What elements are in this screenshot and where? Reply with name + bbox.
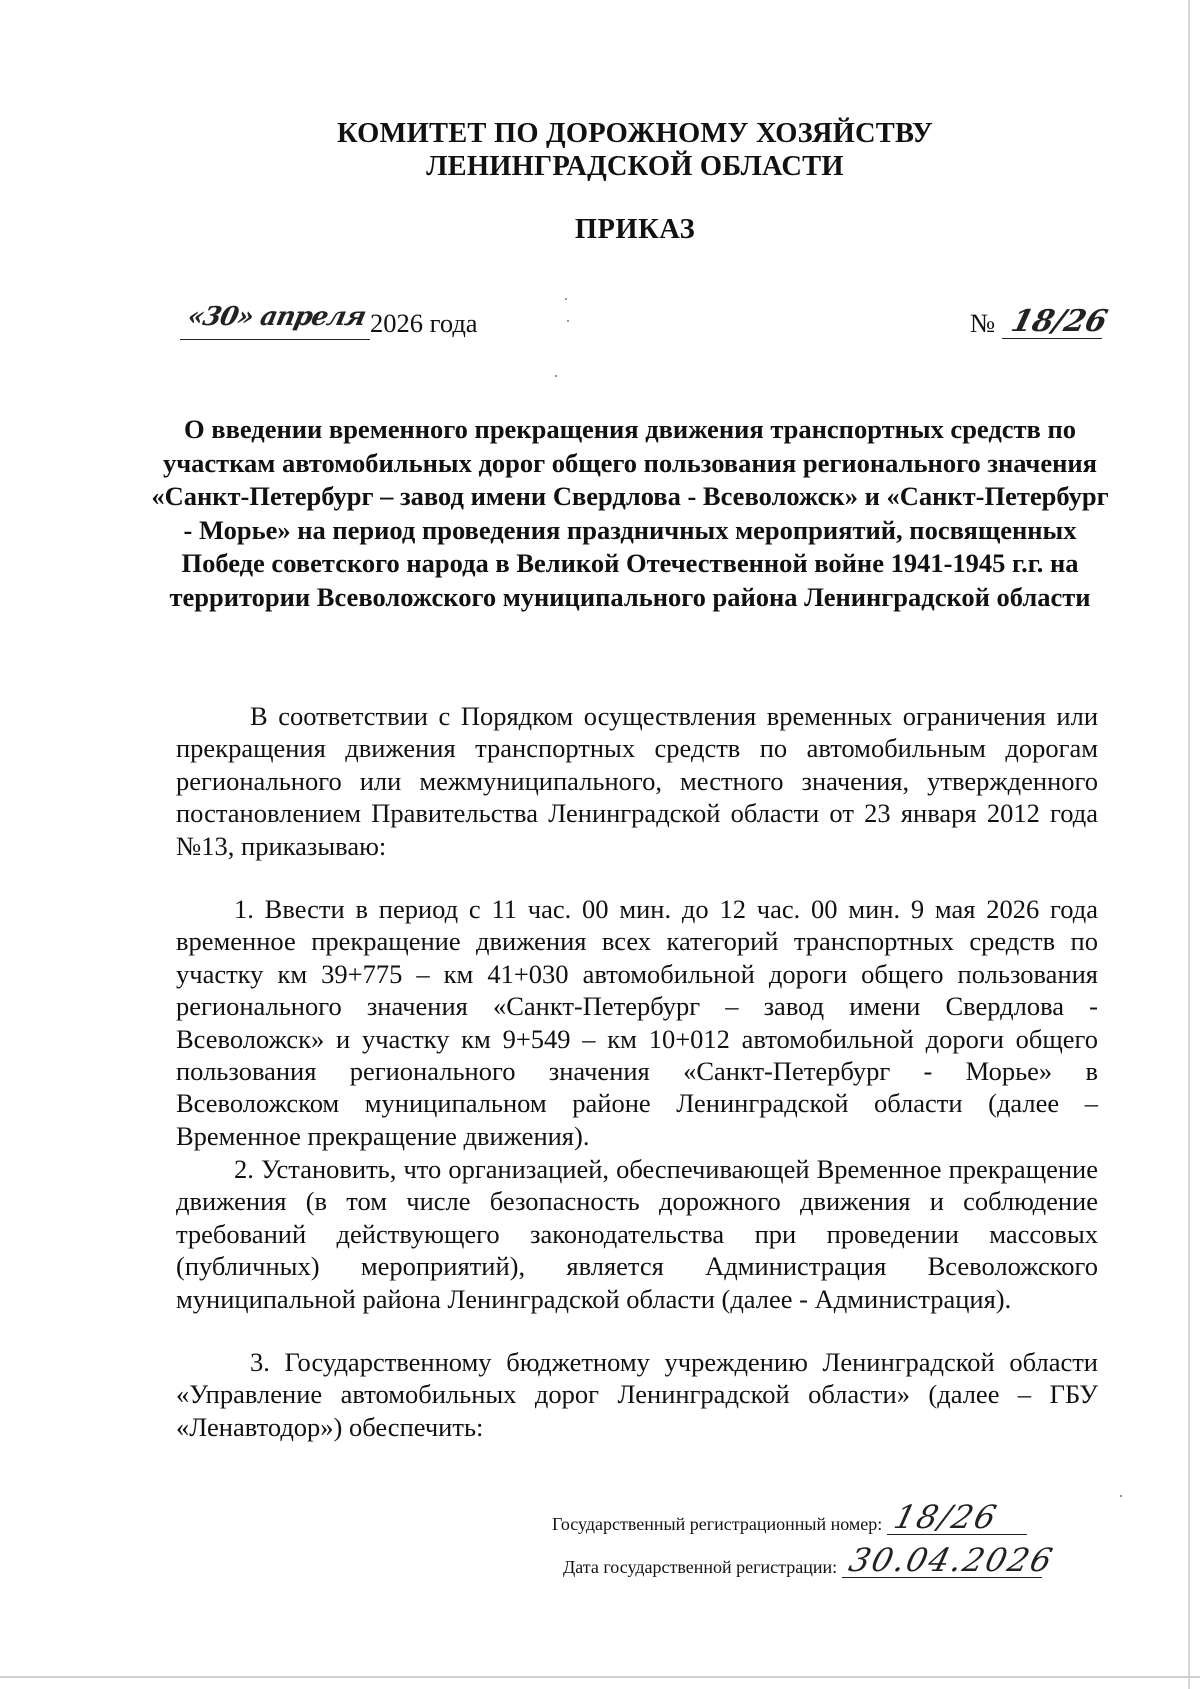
handwritten-date-field: [180, 302, 370, 340]
scan-speck: [565, 298, 567, 300]
order-date: [180, 302, 478, 348]
handwritten-number: 18/26: [1007, 304, 1111, 339]
preamble-paragraph: В соответствии с Порядком осуществления временных ограничения или прекращения движения транспортных средств по автомобильным дорогам регионального или межмуниципального, местного значения, утвержденного постановлением Правительства Ленинградской области от 23 января 2012 года №13, приказываю:: [176, 701, 1098, 861]
registration-number: [552, 1498, 1027, 1536]
registration-date-label: Дата государственной регистрации:: [563, 1557, 838, 1577]
date-year: 2026 года: [370, 308, 478, 338]
registration-number-value: 18/26: [890, 1498, 1002, 1536]
order-number: [970, 304, 1111, 339]
number-sign: №: [970, 308, 996, 338]
scan-edge: [1188, 0, 1190, 1689]
handwritten-number-field: [1002, 304, 1111, 339]
order-item-2: 2. Установить, что организацией, обеспечивающей Временное прекращение движения (в том числе безопасность дорожного движения и соблюдение требований действующего законодательства при проведении массовых (публичных) мероприятий), является Администрация Всеволожского муниципальной района Ленинградской области (далее - Администрация).: [176, 1154, 1098, 1314]
document-type: ПРИКАЗ: [574, 214, 696, 245]
org-line-2: ЛЕНИНГРАДСКОЙ ОБЛАСТИ: [426, 151, 844, 182]
registration-number-field: [887, 1498, 1027, 1536]
order-item-1: 1. Ввести в период с 11 час. 00 мин. до 12 час. 00 мин. 9 мая 2026 года временное прекращение движения всех категорий транспортных средств по участку км 39+775 – км 41+030 автомобильной дороги общего пользования регионального значения «Санкт-Петербург – завод имени Свердлова - Всеволожск» и участку км 9+549 – км 10+012 автомобильной дороги общего пользования регионального значения «Санкт-Петербург - Морье» в Всеволожском муниципальном районе Ленинградской области (далее – Временное прекращение движения).: [176, 894, 1098, 1151]
registration-date-field: [842, 1541, 1058, 1579]
order-item-3: 3. Государственному бюджетному учреждению Ленинградской области «Управление автомобильных дорог Ленинградской области» (далее – ГБУ «Ленавтодор») обеспечить:: [176, 1347, 1098, 1442]
org-line-1: КОМИТЕТ ПО ДОРОЖНОМУ ХОЗЯЙСТВУ: [337, 118, 933, 149]
scan-speck: [1120, 1495, 1122, 1497]
organization-header: [0, 117, 1200, 183]
scan-speck: [567, 320, 569, 322]
scan-bottom-edge: [0, 1676, 1200, 1678]
registration-number-label: Государственный регистрационный номер:: [552, 1514, 883, 1534]
registration-date: [563, 1541, 1058, 1579]
handwritten-date: «30» апреля: [184, 302, 369, 332]
scan-speck: [555, 375, 557, 377]
registration-date-value: 30.04.2026: [844, 1541, 1058, 1579]
order-title: О введении временного прекращения движения транспортных средств по участкам автомобильных дорог общего пользования регионального значения «Санкт-Петербург – завод имени Свердлова - Всеволожск» и «Санкт-Петербург - Морье» на период проведения праздничных мероприятий, посвященных Победе советского народа в Великой Отечественной войне 1941-1945 г.г. на территории Всеволожского муниципального района Ленинградской области: [151, 414, 1109, 612]
